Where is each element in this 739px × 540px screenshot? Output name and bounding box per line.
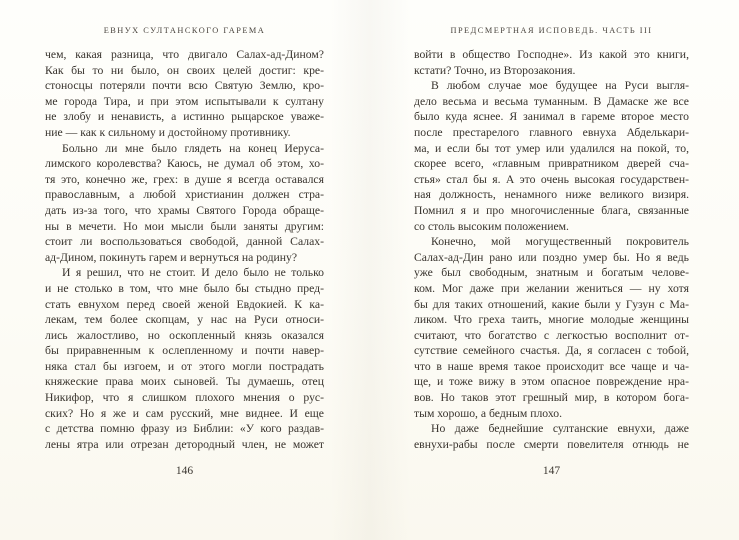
line-text: со столь высоким положением. [414, 219, 569, 233]
text-line [414, 125, 689, 141]
text-line [414, 406, 689, 422]
text-line [45, 234, 324, 250]
text-line [45, 63, 324, 79]
line-text: И я решил, что не стоит. И дело было не только [62, 266, 324, 280]
line-text: бы для таких отношений, какие были у Гузун с Ма- [414, 297, 689, 311]
line-text: скорее всего, «главным привратником дверей сча- [414, 157, 689, 171]
text-line [45, 359, 324, 375]
line-text: сутствие семейного счастья. Да, я согласен с тобой, [414, 344, 689, 358]
text-line [45, 281, 324, 297]
text-line [414, 156, 689, 172]
text-line [45, 78, 324, 94]
line-text: что в наше время такое происходит все чаще и ча- [414, 359, 689, 373]
text-line [45, 141, 324, 157]
text-line [414, 421, 689, 437]
text-line [45, 125, 324, 141]
text-block-left [45, 47, 324, 452]
line-text: стоит ли воспользоваться свободой, данной Салах- [45, 235, 324, 249]
text-line [414, 234, 689, 250]
line-text: дать из-за того, что храмы Святого Города обраще- [45, 203, 324, 217]
text-line [45, 406, 324, 422]
text-line [414, 94, 689, 110]
line-text: ны в мечети. Но мои мысли были заняты другим: [45, 219, 324, 233]
text-line [45, 343, 324, 359]
text-line [414, 250, 689, 266]
line-text: войти в общество Господне». Из какой это книги, [414, 48, 689, 61]
line-text: евнухи-рабы после смерти повелителя отнюдь не [414, 437, 689, 451]
text-line [45, 94, 324, 110]
text-block-right [414, 47, 689, 452]
gutter-shadow [330, 0, 410, 540]
page-number-right: 147 [542, 465, 561, 477]
line-text: стья» стал бы я. А это очень высокая государствен- [414, 172, 689, 186]
line-text: вов. Но таков этот грешный мир, в котором бога- [414, 391, 689, 405]
text-line [45, 187, 324, 203]
line-text: и не столько в том, что мне было бы стыдно пред- [45, 281, 324, 295]
text-line [45, 421, 324, 437]
line-text: ком. Мог даже при желании жениться — ну хотя [414, 281, 689, 295]
text-line [414, 390, 689, 406]
text-line [45, 219, 324, 235]
text-line [414, 109, 689, 125]
text-line [414, 328, 689, 344]
line-text: лись жалостливо, но оскопленный князь оказался [45, 328, 324, 342]
text-line [414, 172, 689, 188]
text-line [414, 78, 689, 94]
text-line [45, 374, 324, 390]
text-line [414, 219, 689, 235]
text-line [414, 203, 689, 219]
line-text: лимского королевства? Каюсь, не думал об этом, хо- [45, 157, 324, 171]
page-left [45, 0, 324, 540]
line-text: тым хорошо, а бедным плохо. [414, 406, 563, 420]
line-text: с детства помню фразу из Библии: «У кого раздав- [45, 422, 324, 436]
line-text: дело весьма и весьма туманным. В Дамаске же все [414, 94, 689, 108]
text-line [414, 265, 689, 281]
line-text: Помнил я и про многочисленные блага, связанные [414, 203, 689, 217]
running-header-right: ПРЕДСМЕРТНАЯ ИСПОВЕДЬ. ЧАСТЬ III [450, 26, 653, 35]
text-line [414, 343, 689, 359]
text-line [414, 63, 689, 79]
line-text: Никифор, что я слишком плохого мнения о рус- [45, 391, 324, 405]
line-text: няка стал бы изгоем, и от этого могли пострадать [45, 359, 324, 373]
line-text: Конечно, мой могущественный покровитель [431, 235, 689, 249]
line-text: Как бы то ни было, он своих целей достиг: кре- [45, 63, 324, 77]
line-text: считают, что богатство с легкостью восполнит от- [414, 328, 689, 342]
text-line [45, 156, 324, 172]
line-text: Больно ли мне было глядеть на конец Иеруса- [62, 141, 324, 155]
text-line [45, 203, 324, 219]
text-line [414, 281, 689, 297]
text-line [414, 47, 689, 63]
text-line [414, 141, 689, 157]
line-text: стать евнухом перед своей женой Евдокией. К ка- [45, 297, 324, 311]
line-text: чем, какая разница, что двигало Салах-ад-Дином? [45, 48, 324, 61]
line-text: ме города Тира, и при этом испытывали к султану [45, 94, 324, 108]
text-line [414, 437, 689, 453]
line-text: ние — как к сильному и достойному противнику. [45, 125, 291, 139]
line-text: Салах-ад-Дин рано или поздно умер бы. Но я ведь [414, 250, 689, 264]
text-line [45, 172, 324, 188]
text-line [45, 250, 324, 266]
line-text: ма, и если бы тот умер или удалился на покой, то, [414, 141, 689, 155]
line-text: ликом. Что греха таить, многие молодые женщины [414, 313, 689, 327]
line-text: ских? Но я же и сам русский, мне виднее. И еще [45, 406, 324, 420]
text-line [45, 47, 324, 63]
text-line [414, 312, 689, 328]
text-line [414, 374, 689, 390]
page-number-left: 146 [175, 465, 194, 477]
line-text: лены ятра или отрезан детородный член, не может [45, 437, 324, 451]
line-text: ще, и тоже вижу в этом опасное повреждение нра- [414, 375, 689, 389]
text-line [45, 109, 324, 125]
text-line [414, 359, 689, 375]
page-right [414, 0, 689, 540]
text-line [45, 437, 324, 453]
line-text: лекам, тем более скопцам, у нас на Руси относи- [45, 313, 324, 327]
line-text: кстати? Точно, из Второзакония. [414, 63, 576, 77]
text-line [45, 297, 324, 313]
line-text: ад-Дином, покинуть гарем и вернуться на родину? [45, 250, 298, 264]
line-text: стоносцы потеряли почти всю Святую Землю, кро- [45, 79, 324, 93]
line-text: православным, а любой христианин должен стра- [45, 188, 324, 202]
line-text: уже был свободным, знатным и богатым челове- [414, 266, 689, 280]
text-line [45, 312, 324, 328]
line-text: было куда яснее. Я занимал в гареме второе место [414, 110, 689, 124]
text-line [414, 297, 689, 313]
line-text: тя это, конечно же, грех: в душе я всегда оставался [45, 172, 324, 186]
text-line [414, 187, 689, 203]
text-line [45, 390, 324, 406]
line-text: Но даже беднейшие султанские евнухи, даже [431, 422, 689, 436]
text-line [45, 328, 324, 344]
text-line [45, 265, 324, 281]
line-text: ная должность, ненамного ниже великого визиря. [414, 188, 689, 202]
line-text: В любом случае мое будущее на Руси выгля- [431, 79, 689, 93]
line-text: княжеские права моих сыновей. Ты думаешь, отец [45, 375, 324, 389]
line-text: не злобу и ненависть, а истинно рыцарское уваже- [45, 110, 324, 124]
line-text: бы приравненным к ослепленному и почти навер- [45, 344, 324, 358]
running-header-left: ЕВНУХ СУЛТАНСКОГО ГАРЕМА [103, 26, 266, 35]
line-text: после престарелого главного евнуха Абделькари- [414, 125, 689, 139]
